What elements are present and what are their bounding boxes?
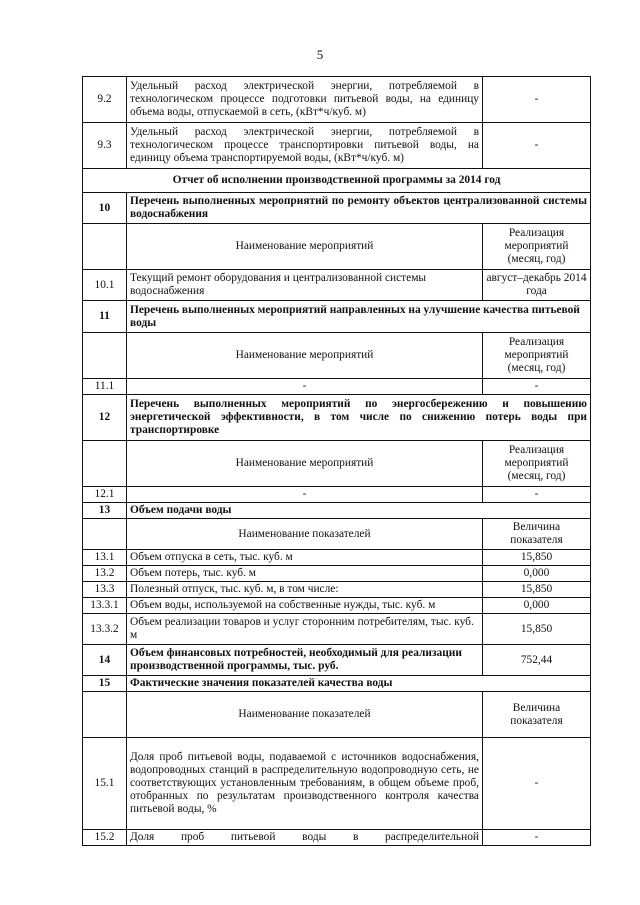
section-title: Перечень выполненных мероприятий направленных на улучшение качества питьевой воды <box>127 301 591 333</box>
row-value: - <box>483 123 591 169</box>
column-header-name: Наименование мероприятий <box>127 333 483 379</box>
row-text: Удельный расход электрической энергии, потребляемой в технологическом процессе транспортировки питьевой воды, на единицу объема транспортируемой воды, (кВт*ч/куб. м) <box>127 123 483 169</box>
page-number: 5 <box>316 47 324 62</box>
column-header-name: Наименование показателей <box>127 692 483 738</box>
table-row <box>83 77 591 123</box>
table-row <box>83 566 591 582</box>
row-number: 11.1 <box>83 379 127 395</box>
empty-cell <box>83 519 127 550</box>
row-value: 752,44 <box>483 645 591 676</box>
section-row <box>83 676 591 692</box>
row-number: 9.3 <box>83 123 127 169</box>
section-number: 13 <box>83 503 127 519</box>
row-number: 15.2 <box>83 830 127 846</box>
row-value: - <box>483 738 591 830</box>
empty-cell <box>83 692 127 738</box>
row-value: 15,850 <box>483 614 591 645</box>
section-row <box>83 503 591 519</box>
row-text: Текущий ремонт оборудования и централизованной системы водоснабжения <box>127 270 483 301</box>
empty-cell <box>83 441 127 487</box>
column-header-name: Наименование мероприятий <box>127 441 483 487</box>
row-value: - <box>483 487 591 503</box>
column-header-value: Величина показателя <box>483 519 591 550</box>
row-value: - <box>483 379 591 395</box>
empty-cell <box>83 224 127 270</box>
column-header-name: Наименование мероприятий <box>127 224 483 270</box>
row-number: 13.2 <box>83 566 127 582</box>
table-row <box>83 645 591 676</box>
header-row <box>83 692 591 738</box>
row-text: - <box>127 487 483 503</box>
row-value: - <box>483 830 591 846</box>
section-number: 15 <box>83 676 127 692</box>
header-row <box>83 224 591 270</box>
section-number: 11 <box>83 301 127 333</box>
empty-cell <box>83 333 127 379</box>
program-report-table <box>82 76 591 846</box>
row-number: 13.1 <box>83 550 127 566</box>
table-row <box>83 123 591 169</box>
section-title: Перечень выполненных мероприятий по энергосбережению и повышению энергетической эффективности, в том числе по снижению потерь воды при транспортировке <box>127 395 591 441</box>
row-number: 13.3.1 <box>83 598 127 614</box>
table-row <box>83 614 591 645</box>
row-number: 13.3.2 <box>83 614 127 645</box>
row-text: Объем отпуска в сеть, тыс. куб. м <box>127 550 483 566</box>
section-row <box>83 193 591 224</box>
row-number: 14 <box>83 645 127 676</box>
row-number: 10.1 <box>83 270 127 301</box>
table-row <box>83 738 591 830</box>
table-row <box>83 582 591 598</box>
row-number: 13.3 <box>83 582 127 598</box>
row-value: август–декабрь 2014 года <box>483 270 591 301</box>
row-number: 15.1 <box>83 738 127 830</box>
report-title: Отчет об исполнении производственной программы за 2014 год <box>83 169 591 193</box>
table-row <box>83 379 591 395</box>
column-header-value: Реализация мероприятий (месяц, год) <box>483 333 591 379</box>
row-text: Доля проб питьевой воды, подаваемой с источников водоснабжения, водопроводных станций в распределительную водопроводную сеть, не соответствующих установленным требованиям, в общем объеме проб, отобранных по результатам производственного контроля качества питьевой воды, % <box>127 738 483 830</box>
section-title-row <box>83 169 591 193</box>
row-value: 15,850 <box>483 550 591 566</box>
row-text: Доля проб питьевой воды в распределительной <box>127 830 483 846</box>
header-row <box>83 519 591 550</box>
table-row <box>83 270 591 301</box>
section-title: Фактические значения показателей качества воды <box>127 676 591 692</box>
header-row <box>83 333 591 379</box>
row-text: Полезный отпуск, тыс. куб. м, в том числе: <box>127 582 483 598</box>
column-header-value: Величина показателя <box>483 692 591 738</box>
row-text: Объем финансовых потребностей, необходимый для реализации производственной программы, тыс. руб. <box>127 645 483 676</box>
table-row <box>83 830 591 846</box>
row-text: Удельный расход электрической энергии, потребляемой в технологическом процессе подготовки питьевой воды, на единицу объема воды, отпускаемой в сеть, (кВт*ч/куб. м) <box>127 77 483 123</box>
row-number: 12.1 <box>83 487 127 503</box>
header-row <box>83 441 591 487</box>
section-number: 12 <box>83 395 127 441</box>
row-text: Объем реализации товаров и услуг сторонним потребителям, тыс. куб. м <box>127 614 483 645</box>
row-text: - <box>127 379 483 395</box>
section-row <box>83 395 591 441</box>
row-number: 9.2 <box>83 77 127 123</box>
row-value: 0,000 <box>483 566 591 582</box>
row-text: Объем воды, используемой на собственные нужды, тыс. куб. м <box>127 598 483 614</box>
column-header-value: Реализация мероприятий (месяц, год) <box>483 224 591 270</box>
table-row <box>83 487 591 503</box>
column-header-value: Реализация мероприятий (месяц, год) <box>483 441 591 487</box>
column-header-name: Наименование показателей <box>127 519 483 550</box>
table-row <box>83 550 591 566</box>
section-number: 10 <box>83 193 127 224</box>
row-value: 15,850 <box>483 582 591 598</box>
row-text: Объем потерь, тыс. куб. м <box>127 566 483 582</box>
row-value: 0,000 <box>483 598 591 614</box>
section-row <box>83 301 591 333</box>
row-value: - <box>483 77 591 123</box>
table-row <box>83 598 591 614</box>
section-title: Перечень выполненных мероприятий по ремонту объектов централизованной системы водоснабжения <box>127 193 591 224</box>
section-title: Объем подачи воды <box>127 503 591 519</box>
